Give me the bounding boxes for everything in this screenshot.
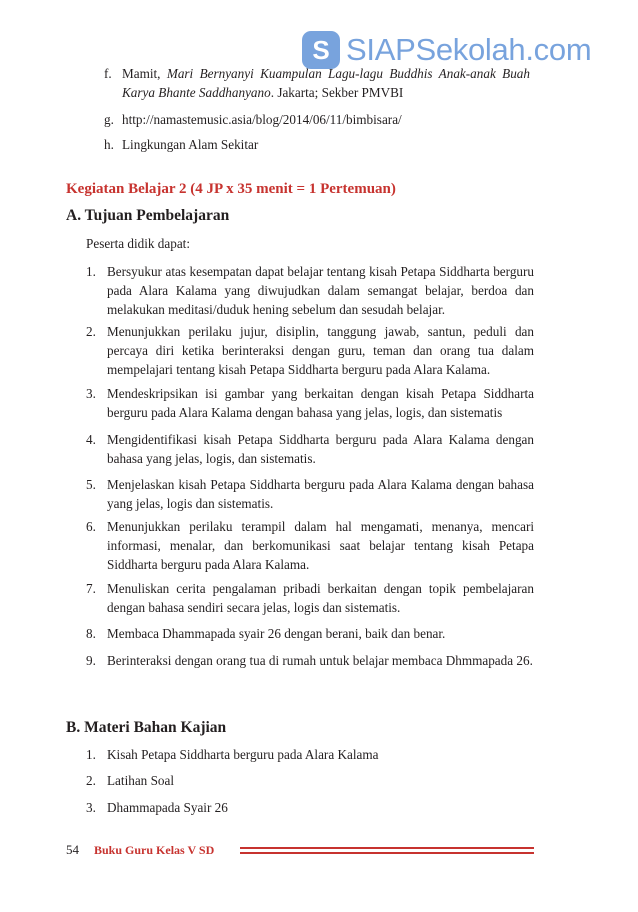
list-item: 6. Menunjukkan perilaku terampil dalam hal mengamati, menanya, mencari informasi, menalar, dan berkomunikasi saat belajar tentang kisah Petapa Siddharta berguru pada Alara Kalama. <box>86 519 534 572</box>
heading-tujuan-pembelajaran: A. Tujuan Pembelajaran <box>66 207 230 224</box>
reference-label: h. <box>104 137 114 152</box>
reference-label: f. <box>104 66 112 81</box>
reference-book-title: Mari Bernyanyi Kuampulan Lagu-lagu Buddhis Anak-anak Buah Karya Bhante Saddhanyano <box>122 66 530 100</box>
list-item: 3. Dhammapada Syair 26 <box>86 800 228 815</box>
list-item: 5. Menjelaskan kisah Petapa Siddharta berguru pada Alara Kalama dengan bahasa yang jelas, logis dan sistematis. <box>86 477 534 511</box>
list-item: 1. Kisah Petapa Siddharta berguru pada Alara Kalama <box>86 747 379 762</box>
reference-item <box>104 135 530 154</box>
reference-label: g. <box>104 112 114 127</box>
reference-url: http://namastemusic.asia/blog/2014/06/11/bimbisara/ <box>122 112 402 127</box>
page-number: 54 <box>66 842 79 857</box>
footer-divider <box>240 847 534 849</box>
watermark-text: SIAPSekolah.com <box>346 32 592 67</box>
list-item: 7. Menuliskan cerita pengalaman pribadi berkaitan dengan topik pembelajaran dengan bahasa sendiri secara jelas, logis dan sistematis. <box>86 581 534 615</box>
reference-item <box>104 64 530 102</box>
reference-item <box>104 110 530 129</box>
heading-materi-bahan-kajian: B. Materi Bahan Kajian <box>66 719 227 736</box>
list-item: 9. Berinteraksi dengan orang tua di rumah untuk belajar membaca Dhmmapada 26. <box>86 653 533 668</box>
section-title: Kegiatan Belajar 2 (4 JP x 35 menit = 1 Pertemuan) <box>66 181 396 197</box>
reference-text: Mamit, Mari Bernyanyi Kuampulan Lagu-lagu Buddhis Anak-anak Buah Karya Bhante Saddhanyano. Jakarta; Sekber PMVBI <box>122 66 530 100</box>
list-item: 1. Bersyukur atas kesempatan dapat belajar tentang kisah Petapa Siddharta berguru pada Alara Kalama yang diwujudkan dalam semangat belajar, berdoa dan melakukan meditasi/duduk hening sebelum dan sesudah belajar. <box>86 264 534 317</box>
siapsekolah-logo-icon: S <box>302 31 340 69</box>
reference-text: Lingkungan Alam Sekitar <box>122 137 259 152</box>
intro-text: Peserta didik dapat: <box>86 236 191 251</box>
list-item: 4. Mengidentifikasi kisah Petapa Siddharta berguru pada Alara Kalama dengan bahasa yang jelas, logis, dan sistematis. <box>86 432 534 466</box>
list-item: 3. Mendeskripsikan isi gambar yang berkaitan dengan kisah Petapa Siddharta berguru pada Alara Kalama dengan bahasa yang jelas, logis, dan sistematis <box>86 386 534 420</box>
list-item: 2. Latihan Soal <box>86 773 175 788</box>
footer-divider <box>240 852 534 854</box>
footer-book-title: Buku Guru Kelas V SD <box>94 843 215 857</box>
list-item: 2. Menunjukkan perilaku jujur, disiplin, tanggung jawab, santun, peduli dan percaya diri ketika berinteraksi dengan guru, teman dan orang tua dalam mempelajari tentang kisah Petapa Siddharta berguru pada Alara Kalama. <box>86 324 534 377</box>
list-item: 8. Membaca Dhammapada syair 26 dengan berani, baik dan benar. <box>86 626 446 641</box>
